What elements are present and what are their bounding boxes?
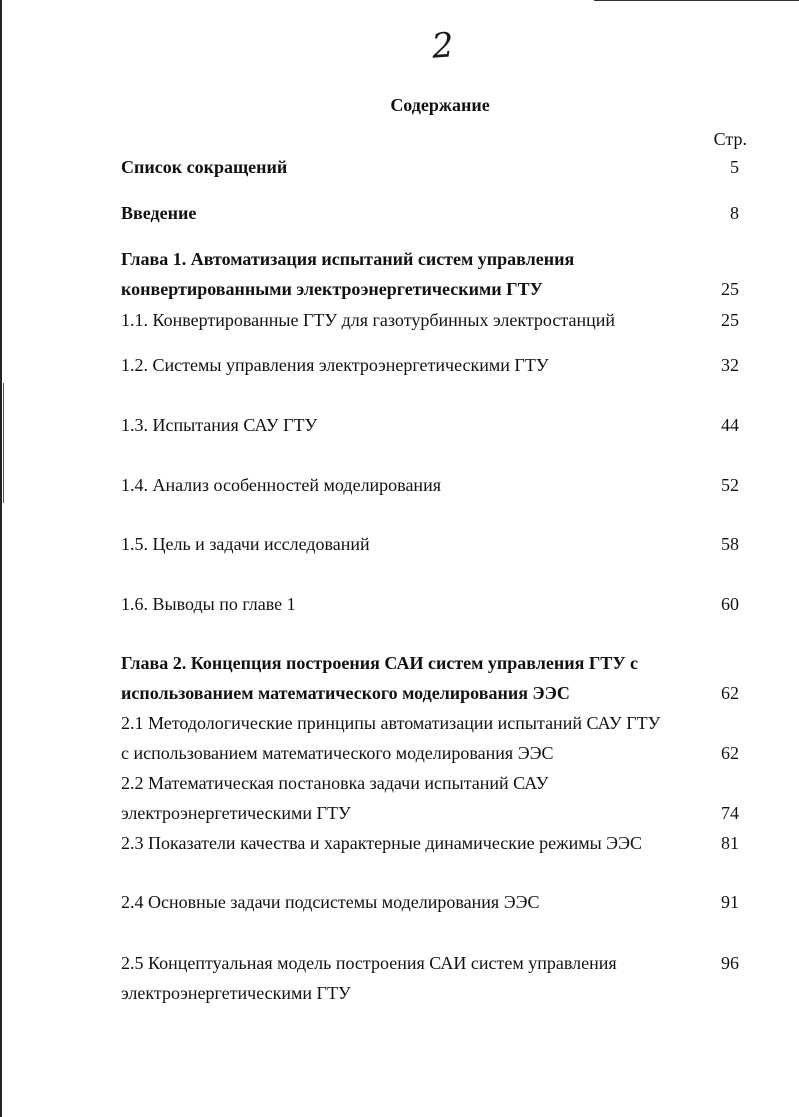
toc-entry-chapter-2-cont: использованием математического моделирования ЭЭС (121, 683, 570, 703)
toc-page-abbreviations: 5 (730, 157, 739, 177)
toc-entry-1-5: 1.5. Цель и задачи исследований (121, 534, 370, 554)
toc-page-1-5: 58 (721, 534, 739, 554)
scan-border-top (594, 0, 799, 1)
toc-entry-1-3: 1.3. Испытания САУ ГТУ (121, 415, 318, 435)
page-column-header: Стр. (713, 129, 747, 149)
toc-page-1-4: 52 (721, 475, 739, 495)
toc-page-1-2: 32 (721, 355, 739, 375)
toc-entry-1-1: 1.1. Конвертированные ГТУ для газотурбинных электростанций (121, 310, 615, 330)
handwritten-page-number: 2 (430, 25, 456, 67)
toc-page-2-4: 91 (721, 892, 739, 912)
toc-entry-chapter-1-cont: конвертированными электроэнергетическими ГТУ (121, 279, 543, 299)
toc-entry-chapter-1: Глава 1. Автоматизация испытаний систем управления (121, 249, 575, 269)
toc-entry-2-5: 2.5 Концептуальная модель построения САИ систем управления (121, 953, 617, 973)
toc-entry-abbreviations: Список сокращений (121, 157, 288, 177)
toc-page-2-2: 74 (721, 803, 739, 823)
toc-page-1-1: 25 (721, 310, 739, 330)
toc-entry-1-4: 1.4. Анализ особенностей моделирования (121, 475, 441, 495)
toc-entry-2-3: 2.3 Показатели качества и характерные динамические режимы ЭЭС (121, 833, 642, 853)
toc-page-2-5: 96 (721, 953, 739, 973)
toc-entry-2-2-cont: электроэнергетическими ГТУ (121, 803, 351, 823)
toc-page-chapter-2: 62 (721, 683, 739, 703)
toc-page-1-6: 60 (721, 594, 739, 614)
toc-page-chapter-1: 25 (721, 279, 739, 299)
toc-entry-1-2: 1.2. Системы управления электроэнергетическими ГТУ (121, 355, 549, 375)
toc-entry-1-6: 1.6. Выводы по главе 1 (121, 594, 296, 614)
toc-page-introduction: 8 (730, 203, 739, 223)
toc-page-1-3: 44 (721, 415, 739, 435)
scan-border-left (0, 0, 2, 1117)
toc-page-2-3: 81 (721, 833, 739, 853)
toc-entry-2-5-cont: электроэнергетическими ГТУ (121, 983, 351, 1003)
toc-entry-introduction: Введение (121, 203, 197, 223)
toc-entry-2-4: 2.4 Основные задачи подсистемы моделирования ЭЭС (121, 892, 540, 912)
scan-artifact-left (3, 383, 4, 503)
toc-title: Содержание (390, 95, 490, 115)
toc-entry-2-1: 2.1 Методологические принципы автоматизации испытаний САУ ГТУ (121, 713, 661, 733)
toc-entry-chapter-2: Глава 2. Концепция построения САИ систем управления ГТУ с (121, 653, 639, 673)
toc-entry-2-1-cont: с использованием математического моделирования ЭЭС (121, 743, 554, 763)
toc-entry-2-2: 2.2 Математическая постановка задачи испытаний САУ (121, 773, 549, 793)
toc-page-2-1: 62 (721, 743, 739, 763)
